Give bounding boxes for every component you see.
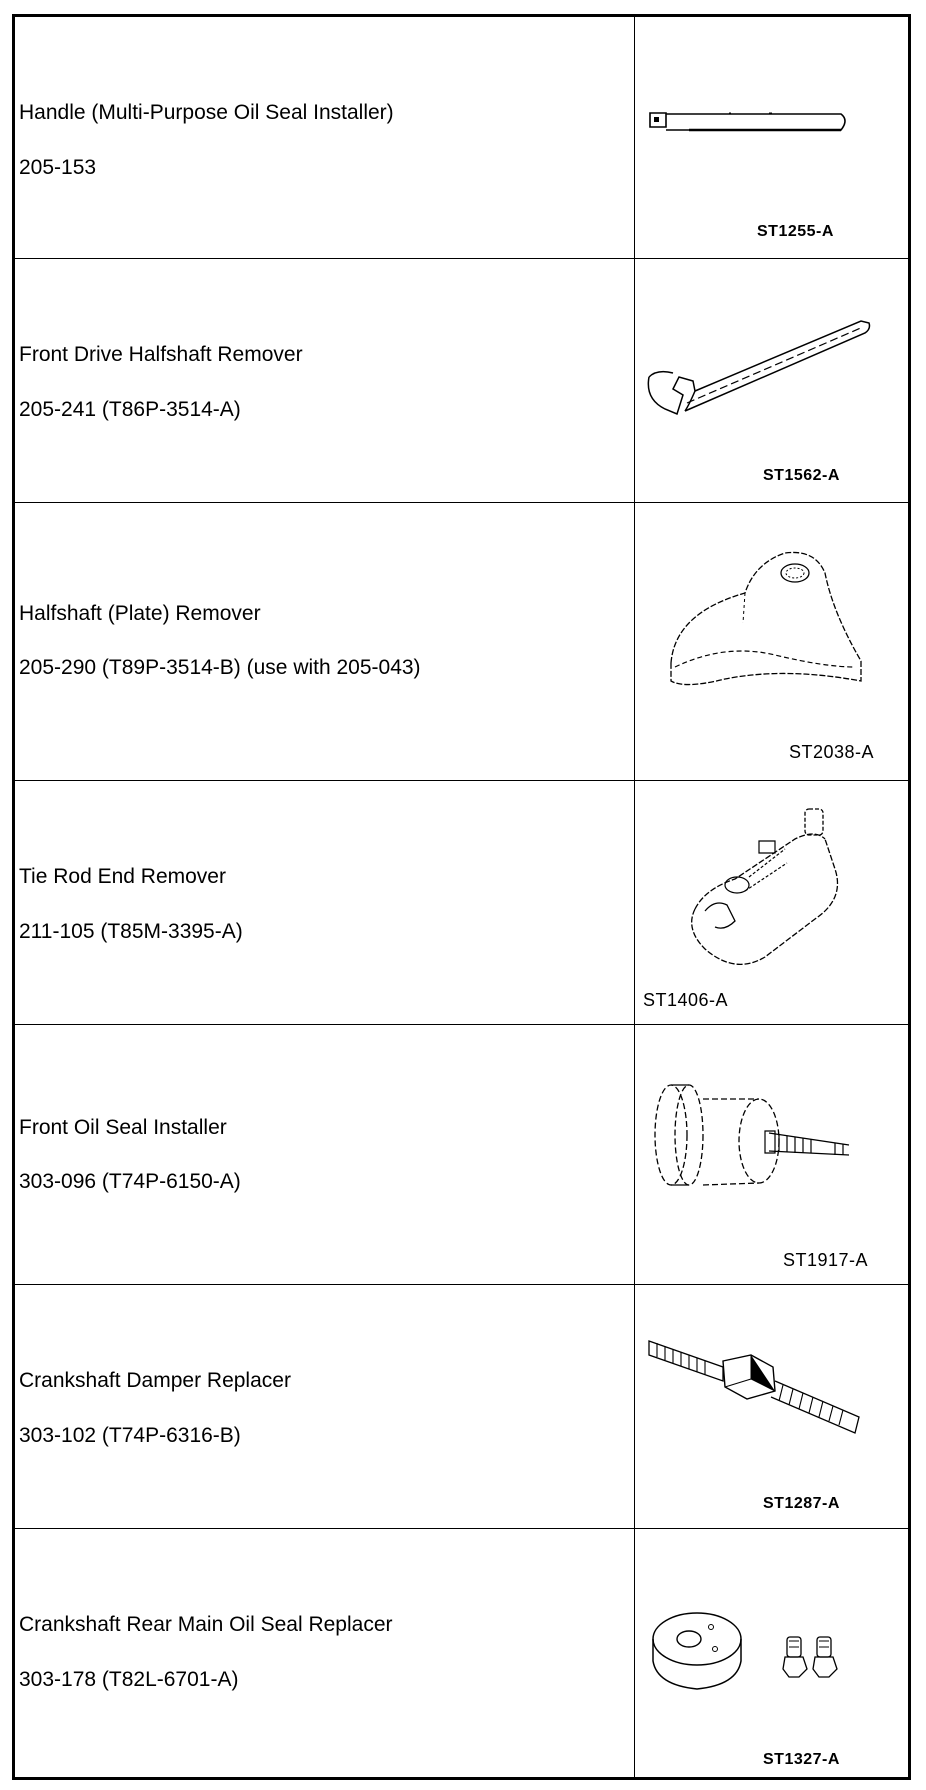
table-row: [15, 1285, 908, 1529]
tool-illustration-cell: [635, 1529, 908, 1777]
tool-name: Front Oil Seal Installer: [19, 1116, 227, 1139]
handle-icon: [649, 107, 859, 157]
threaded-rod-icon: [643, 1321, 873, 1461]
tool-description-cell: [15, 1529, 635, 1777]
tool-number: 303-178 (T82L-6701-A): [19, 1668, 239, 1691]
table-row: [15, 1025, 908, 1285]
figure-label: ST1287-A: [763, 1495, 840, 1512]
wrench-icon: [643, 319, 873, 439]
figure-label: ST1406-A: [643, 990, 729, 1010]
figure-label: ST1562-A: [763, 467, 840, 484]
seal-installer-icon: [649, 1075, 879, 1205]
figure-label: ST1255-A: [757, 223, 834, 240]
tool-description-cell: [15, 259, 635, 502]
tool-illustration-cell: [635, 1285, 908, 1528]
disc-and-bolts-icon: [649, 1609, 869, 1719]
tools-table: [12, 14, 911, 1780]
tool-illustration-cell: [635, 1025, 908, 1284]
tool-description-cell: [15, 781, 635, 1024]
tool-number: 303-096 (T74P-6150-A): [19, 1170, 241, 1193]
tool-name: Tie Rod End Remover: [19, 865, 226, 888]
table-row: [15, 259, 908, 503]
table-row: [15, 17, 908, 259]
tool-number: 205-290 (T89P-3514-B) (use with 205-043): [19, 656, 421, 679]
tool-description-cell: [15, 1285, 635, 1528]
figure-label: ST1917-A: [783, 1250, 869, 1270]
tool-number: 303-102 (T74P-6316-B): [19, 1424, 241, 1447]
tool-name: Halfshaft (Plate) Remover: [19, 602, 261, 625]
tool-illustration-cell: [635, 259, 908, 502]
figure-label: ST1327-A: [763, 1751, 840, 1768]
tool-number: 205-241 (T86P-3514-A): [19, 398, 241, 421]
tool-name: Crankshaft Rear Main Oil Seal Replacer: [19, 1613, 393, 1636]
table-row: [15, 1529, 908, 1777]
tool-description-cell: [15, 503, 635, 780]
tool-illustration-cell: [635, 17, 908, 258]
table-row: [15, 781, 908, 1025]
tool-illustration-cell: [635, 503, 908, 780]
tool-number: 205-153: [19, 156, 97, 179]
figure-label: ST2038-A: [789, 742, 875, 762]
table-row: [15, 503, 908, 781]
tool-illustration-cell: [635, 781, 908, 1024]
plate-icon: [665, 543, 865, 703]
tool-name: Handle (Multi-Purpose Oil Seal Installer): [19, 101, 394, 124]
tool-name: Front Drive Halfshaft Remover: [19, 343, 303, 366]
tie-rod-remover-icon: [675, 799, 855, 979]
tool-description-cell: [15, 17, 635, 258]
tool-description-cell: [15, 1025, 635, 1284]
tool-name: Crankshaft Damper Replacer: [19, 1369, 291, 1392]
tool-number: 211-105 (T85M-3395-A): [19, 920, 243, 943]
